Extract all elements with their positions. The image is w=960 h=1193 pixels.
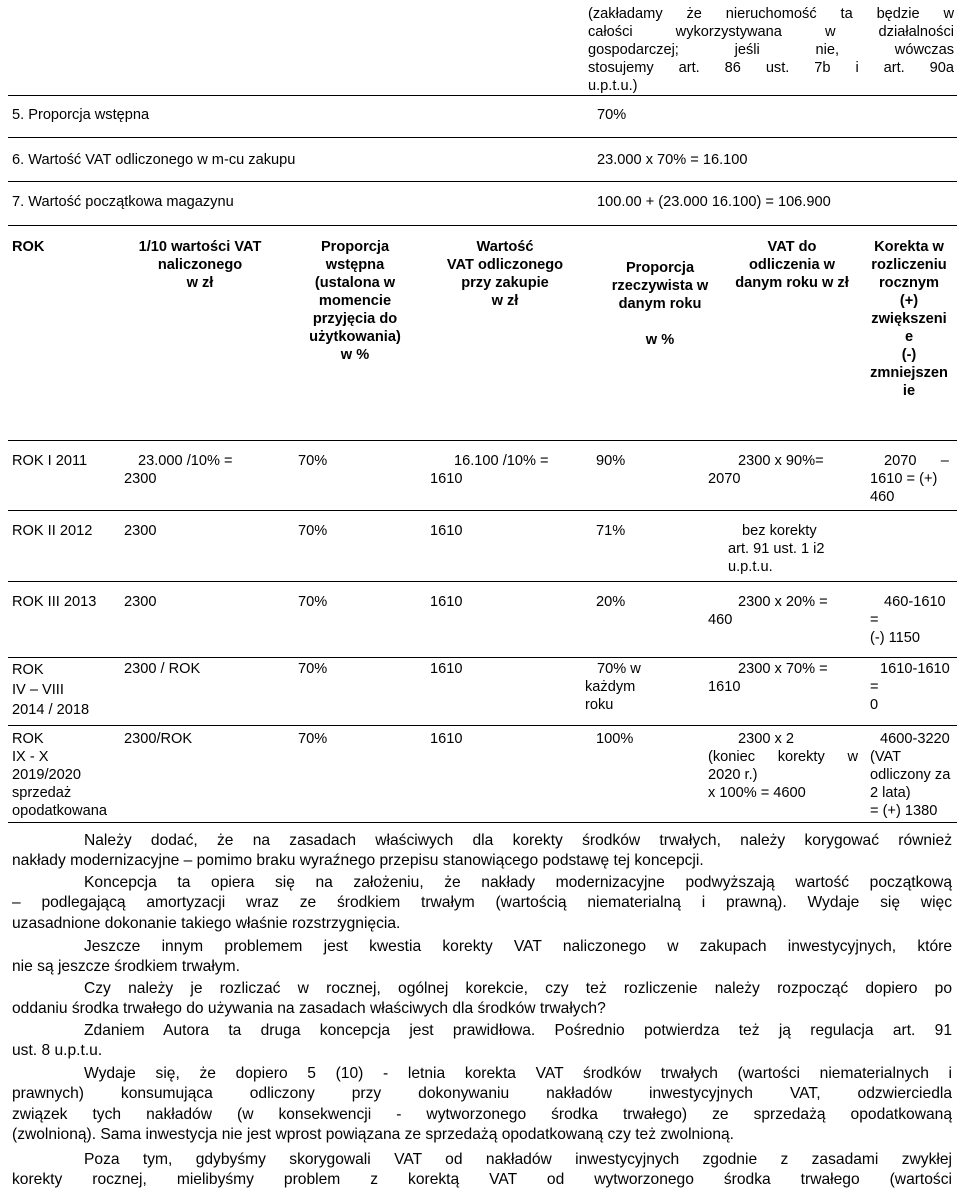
initial-cell [298,730,327,748]
header-year [12,238,92,256]
cell-line: bez korekty [742,523,817,539]
body-paragraph [12,1150,952,1191]
header-line: naliczonego [157,257,243,273]
header-line: (+) [899,293,919,309]
cell-line: 4600-3220 [880,731,950,747]
cell-line: 2 lata) [870,785,911,801]
cell-line: 20% [596,594,626,610]
paragraph-line: Poza tym, gdybyśmy skorygowali VAT od nakładów inwestycyjnych zgodnie z zasadami zwykłej [84,1151,952,1168]
header-line: ie [902,383,916,399]
correction-cell [870,660,950,714]
paragraph-line: Należy dodać, że na zasadach właściwych dla korekty środków trwałych, należy korygować również [84,832,952,849]
cell-line: = [870,679,879,695]
cell-line: 70% [298,453,328,469]
header-line: Korekta w [874,239,944,255]
initial-cell [298,452,327,470]
item-label: 7. Wartość początkowa magazynu [12,194,234,210]
header-deducted-vat [430,238,580,310]
cell-line: 1610 [430,594,463,610]
header-initial-ratio [290,238,420,364]
cell-line: 460-1610 [884,594,946,610]
cell-line: 70% [298,731,328,747]
cell-line: 2300 x 90%= [738,453,824,469]
item-value: 23.000 x 70% = 16.100 [597,152,748,168]
cell-line: (koniec korekty w [708,749,858,765]
cell-line: 2300 x 70% = [738,661,828,677]
item-value: 70% [597,107,627,123]
cell-line: 2300 [124,523,157,539]
cell-line: 2300 / ROK [124,661,201,677]
paragraph-line: oddaniu środka trwałego do używania na zasadach właściwych dla środków trwałych? [12,1000,606,1018]
cell-line: 1610-1610 [880,661,950,677]
cell-line: ROK II 2012 [12,523,93,539]
cell-line: odliczony za [870,767,951,783]
header-actual-ratio [585,259,735,349]
header-line: danym roku [618,296,702,312]
correction-cell [870,593,946,647]
cell-line: 1610 [430,523,463,539]
cell-line: 2070 [708,471,741,487]
header-line: zwiększeni [871,311,947,327]
header-line: wstępna [325,257,385,273]
cell-line: (-) 1150 [870,630,921,646]
header-line: rzeczywista w [611,278,709,294]
header-line: użytkowania) [309,329,401,345]
divider [8,581,957,582]
cell-line: roku [585,697,614,713]
header-line: (-) [901,347,917,363]
item-label: 5. Proporcja wstępna [12,107,150,123]
divider [8,510,957,511]
tenth-cell [124,730,192,748]
tenth-cell [124,522,156,540]
note-line: całości wykorzystywana w działalności [588,24,954,40]
cell-line: 1610 [430,661,463,677]
paragraph-line: ust. 8 u.p.t.u. [12,1042,103,1060]
cell-line: 2019/2020 [12,767,81,783]
paragraph-line: Czy należy je rozliczać w rocznej, ogólnej korekcie, czy też rozliczenie należy rozpocząć dopiero po [84,980,952,997]
cell-line: art. 91 ust. 1 i2 [728,541,825,557]
note-line: gospodarczej; jeśli nie, wówczas [588,42,954,58]
initial-cell [298,660,327,678]
cell-line: 16.100 /10% = [454,453,549,469]
deducted-cell [430,730,462,748]
header-line: momencie [318,293,392,309]
vat-cell [708,593,828,629]
divider [8,657,957,658]
divider [8,95,957,96]
cell-line: 0 [870,697,879,713]
header-correction [864,238,954,400]
cell-line: IX - X [12,749,49,765]
vat-cell [728,522,825,576]
deducted-cell [430,593,462,611]
vat-cell [708,660,828,696]
deducted-cell [430,452,549,488]
cell-line: opodatkowana [12,803,107,819]
cell-line: ROK I 2011 [12,453,88,469]
cell-line: 1610 = (+) [870,471,938,487]
cell-line: 2300 x 2 [738,731,794,747]
cell-line: 2300 [124,471,157,487]
body-paragraph [12,1064,952,1146]
paragraph-line: Wydaje się, że dopiero 5 (10) - letnia korekta VAT środków trwałych (wartości niematerialnych i [84,1065,952,1082]
vat-usage-note [588,5,954,95]
body-paragraph [12,937,952,978]
cell-line: u.p.t.u. [728,559,773,575]
header-line: ROK [12,239,45,255]
cell-line: = (+) 1380 [870,803,938,819]
initial-cell [298,593,327,611]
header-line: Proporcja [625,260,695,276]
divider [8,725,957,726]
cell-line: x 100% = 4600 [708,785,806,801]
cell-line: ROK III 2013 [12,594,97,610]
deducted-cell [430,522,462,540]
year-cell [12,593,96,611]
actual-cell [596,452,625,470]
cell-line: IV – VIII [12,682,64,698]
actual-cell [596,730,633,748]
item-label: 6. Wartość VAT odliczonego w m-cu zakupu [12,152,296,168]
year-cell [12,660,89,720]
divider [8,822,957,823]
header-vat-deduction [727,238,857,292]
year-cell [12,452,87,470]
divider [8,440,957,441]
cell-line: 1610 [430,731,463,747]
divider [8,137,957,138]
header-line [585,313,735,331]
header-line: w zł [491,293,519,309]
cell-line: 70% [298,594,328,610]
header-line: w % [340,347,370,363]
header-line: rocznym [878,275,939,291]
header-line: VAT odliczonego [446,257,564,273]
paragraph-line: – podlegającą amortyzacji wraz ze środkiem trwałym (wartością niematerialną i prawną). Wydaje się więc [12,894,952,912]
paragraph-line: korekty rocznej, mielibyśmy problem z korektą VAT od wytworzonego środka trwałego (wartości [12,1171,952,1189]
header-line: zmniejszen [870,365,948,381]
cell-line: każdym [585,679,636,695]
actual-cell [585,660,641,714]
paragraph-line: Koncepcja ta opiera się na założeniu, że nakłady modernizacyjne podwyższają wartość początkową [84,874,952,891]
tenth-cell [124,593,156,611]
paragraph-line: Jeszcze innym problemem jest kwestia korekty VAT naliczonego w zakupach inwestycyjnych, które [84,938,952,955]
item-value: 100.00 + (23.000 16.100) = 106.900 [597,194,831,210]
deducted-cell [430,660,462,678]
header-line: (ustalona w [314,275,396,291]
header-line: Proporcja [320,239,390,255]
cell-line: 1610 [708,679,741,695]
cell-line: 70% [298,661,328,677]
actual-cell [596,593,625,611]
paragraph-line: nie są jeszcze środkiem trwałym. [12,958,240,976]
body-paragraph [12,1021,952,1062]
header-tenth-vat [125,238,275,292]
header-line: przy zakupie [461,275,549,291]
cell-line: 2300 x 20% = [738,594,828,610]
tenth-cell [124,660,200,678]
cell-line: 2300/ROK [124,731,193,747]
paragraph-line: związek tych nakładów (w konsekwencji - wytworzonego środka trwałego) ze sprzedażą opodatkowaną [12,1105,952,1123]
tenth-cell [124,452,233,488]
cell-line: 460 [870,489,895,505]
cell-line: 71% [596,523,626,539]
correction-cell [870,730,950,820]
note-line: (zakładamy że nieruchomość ta będzie w [588,6,954,22]
header-line: w % [645,332,675,348]
cell-line: ROK [12,731,44,747]
cell-line: sprzedaż [12,785,72,801]
header-line: VAT do [767,239,817,255]
vat-cell [708,452,824,488]
paragraph-line: nakłady modernizacyjne – pomimo braku wyraźnego przepisu stanowiącego podstawę tej koncepcji. [12,852,704,870]
divider [8,181,957,182]
cell-line: ROK [12,662,44,678]
header-line: przyjęcia do [312,311,398,327]
cell-line: 460 [708,612,733,628]
paragraph-line: prawnych) konsumująca odliczony przy dokonywaniu nakładów inwestycyjnych VAT, odzwierciedla [12,1085,952,1103]
year-cell [12,522,92,540]
cell-line: 90% [596,453,626,469]
header-line: odliczenia w [749,257,835,273]
body-paragraph [12,831,952,872]
cell-line: 2014 / 2018 [12,702,90,718]
header-line: danym roku w zł [735,275,849,291]
note-line: stosujemy art. 86 ust. 7b i art. 90a [588,60,954,76]
initial-cell [298,522,327,540]
cell-line: = [870,612,879,628]
cell-line: 100% [596,731,634,747]
body-paragraph [12,979,952,1020]
header-line: 1/10 wartości VAT [138,239,262,255]
cell-line: 70% [298,523,328,539]
header-line: e [904,329,914,345]
vat-cell [708,730,858,802]
divider [8,225,957,226]
cell-line: 23.000 /10% = [138,453,233,469]
year-cell [12,730,107,820]
cell-line: 2020 r.) [708,767,758,783]
paragraph-line: uzasadnione dokonanie takiego właśnie rozstrzygnięcia. [12,914,401,932]
note-line: u.p.t.u.) [588,78,638,94]
cell-line: 70% w [597,661,641,677]
header-line: w zł [186,275,214,291]
cell-line: 2070 – [884,453,949,469]
actual-cell [596,522,625,540]
paragraph-line: (zwolnioną). Sama inwestycja nie jest wprost powiązana ze sprzedażą opodatkowaną czy też zwolnioną. [12,1126,735,1144]
paragraph-line: Zdaniem Autora ta druga koncepcja jest prawidłowa. Pośrednio potwierdza też ją regulacja art. 91 [84,1022,952,1039]
cell-line: 2300 [124,594,157,610]
cell-line: (VAT [870,749,902,765]
body-paragraph [12,873,952,934]
header-line: Wartość [476,239,534,255]
correction-cell [870,452,952,506]
header-line: rozliczeniu [871,257,947,273]
cell-line: 1610 [430,471,463,487]
